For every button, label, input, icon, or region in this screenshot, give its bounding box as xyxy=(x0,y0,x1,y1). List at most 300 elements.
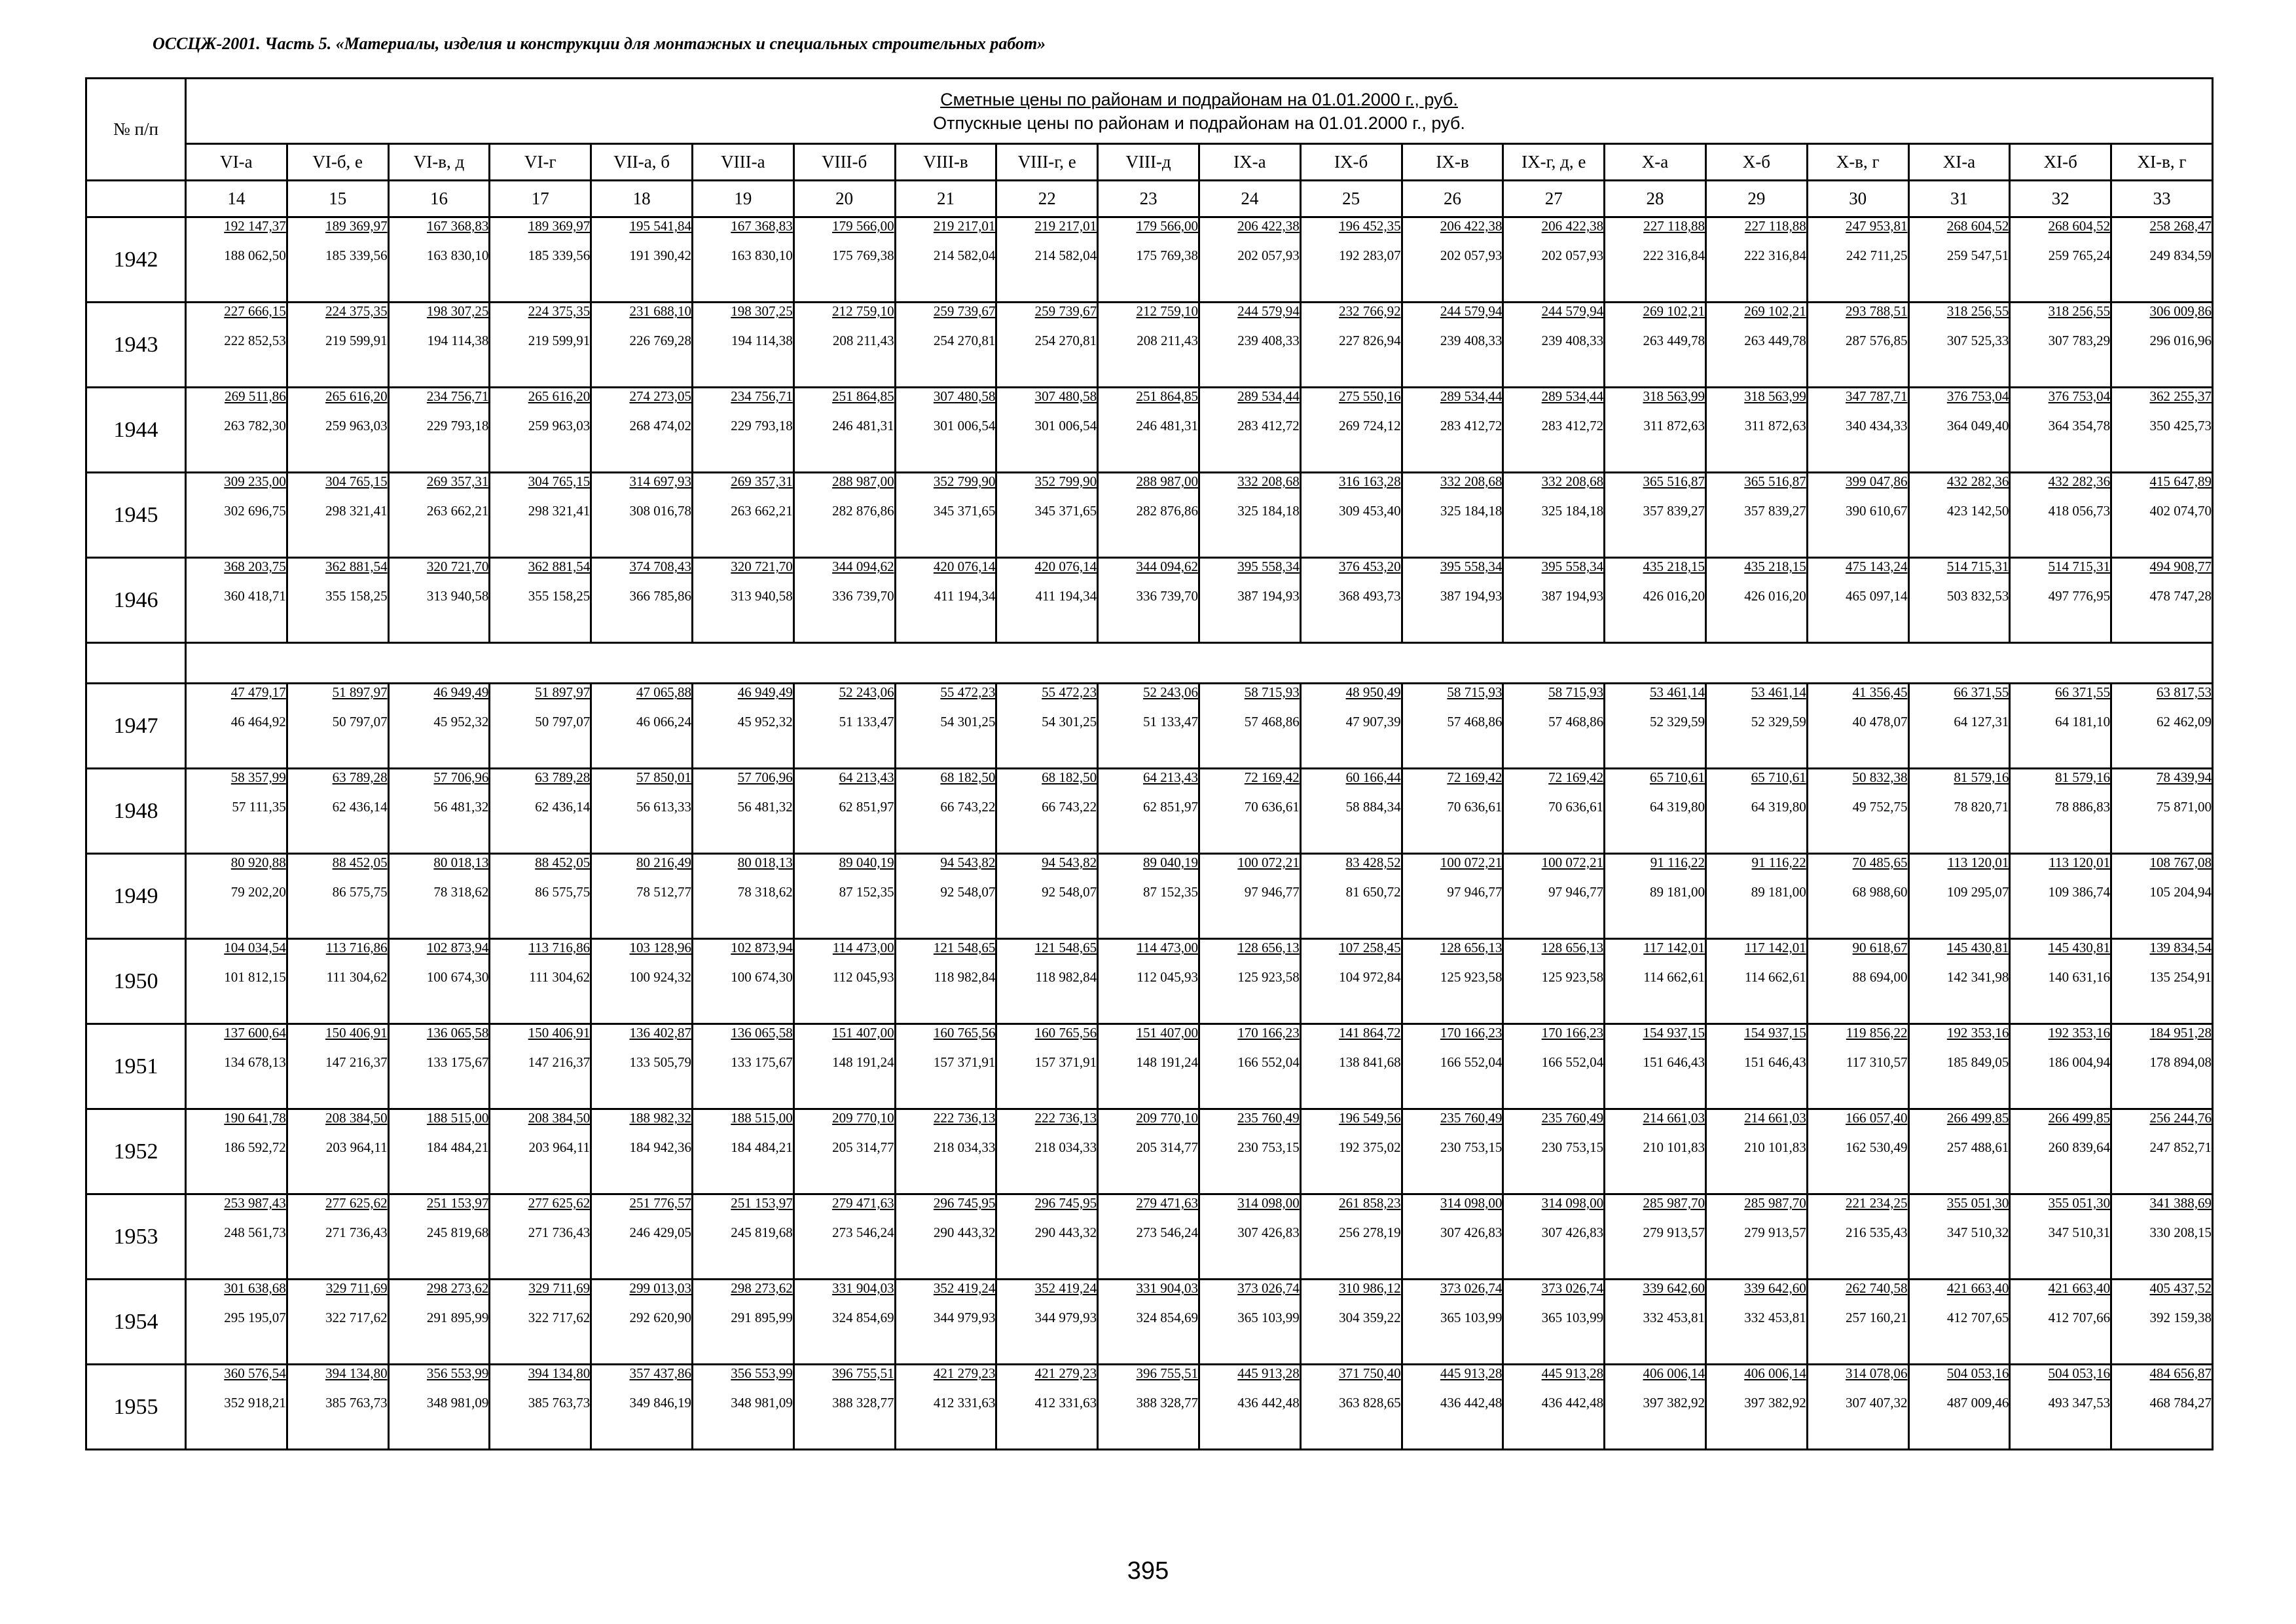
year-label: 1954 xyxy=(86,1280,186,1365)
estimate-price: 494 908,77 xyxy=(2149,559,2212,574)
price-cell xyxy=(1098,939,1199,1024)
release-price: 135 254,91 xyxy=(2149,969,2212,985)
estimate-price: 318 563,99 xyxy=(1744,388,1806,404)
estimate-price: 318 563,99 xyxy=(1643,388,1705,404)
release-price: 298 321,41 xyxy=(325,503,388,519)
price-cell xyxy=(1098,1109,1199,1194)
estimate-price: 196 549,56 xyxy=(1339,1110,1401,1126)
estimate-price: 170 166,23 xyxy=(1541,1025,1604,1041)
estimate-price: 339 642,60 xyxy=(1643,1280,1705,1296)
price-cell xyxy=(1908,1024,2010,1109)
price-cell xyxy=(1908,1365,2010,1450)
price-cell xyxy=(591,1280,693,1365)
release-price: 134 678,13 xyxy=(224,1054,286,1070)
price-cell xyxy=(1908,769,2010,854)
release-price: 62 851,97 xyxy=(839,799,894,815)
price-cell xyxy=(692,1280,793,1365)
release-price: 56 481,32 xyxy=(737,799,793,815)
price-cell xyxy=(1807,473,1908,558)
price-cell xyxy=(1199,854,1300,939)
estimate-price: 234 756,71 xyxy=(731,388,793,404)
estimate-price: 209 770,10 xyxy=(832,1110,894,1126)
estimate-price: 251 864,85 xyxy=(1136,388,1198,404)
year-label: 1950 xyxy=(86,939,186,1024)
estimate-price: 137 600,64 xyxy=(224,1025,286,1041)
estimate-price: 373 026,74 xyxy=(1440,1280,1503,1296)
estimate-price: 268 604,52 xyxy=(2048,218,2111,234)
release-price: 57 468,86 xyxy=(1548,714,1604,729)
estimate-price: 376 753,04 xyxy=(2048,388,2111,404)
price-cell xyxy=(1908,473,2010,558)
estimate-price: 352 799,90 xyxy=(933,473,996,489)
price-cell xyxy=(1402,1109,1503,1194)
year-label: 1944 xyxy=(86,388,186,473)
release-price: 291 895,99 xyxy=(426,1310,489,1325)
estimate-price: 196 452,35 xyxy=(1339,218,1401,234)
price-cell xyxy=(895,769,996,854)
price-cell xyxy=(388,217,490,303)
price-cell xyxy=(2010,684,2111,769)
region-header: XI-а xyxy=(1908,144,2010,181)
price-cell xyxy=(996,388,1098,473)
release-price: 230 753,15 xyxy=(1440,1139,1503,1155)
estimate-price: 484 656,87 xyxy=(2149,1365,2212,1381)
price-cell xyxy=(1908,558,2010,643)
column-number: 17 xyxy=(490,181,591,217)
release-price: 366 785,86 xyxy=(629,588,691,604)
release-price: 203 964,11 xyxy=(325,1139,388,1155)
estimate-price: 63 789,28 xyxy=(535,769,591,785)
estimate-price: 192 353,16 xyxy=(1946,1025,2009,1041)
estimate-price: 251 153,97 xyxy=(426,1195,489,1211)
release-price: 47 907,39 xyxy=(1345,714,1401,729)
estimate-price: 58 715,93 xyxy=(1447,684,1503,700)
release-price: 259 765,24 xyxy=(2048,248,2111,263)
release-price: 50 797,07 xyxy=(535,714,591,729)
release-price: 350 425,73 xyxy=(2149,418,2212,434)
estimate-price: 395 558,34 xyxy=(1237,559,1300,574)
estimate-price: 224 375,35 xyxy=(325,303,388,319)
estimate-price: 356 553,99 xyxy=(426,1365,489,1381)
estimate-price: 136 402,87 xyxy=(629,1025,691,1041)
price-cell xyxy=(1705,1194,1807,1280)
release-price: 125 923,58 xyxy=(1440,969,1503,985)
estimate-price: 65 710,61 xyxy=(1751,769,1806,785)
price-cell xyxy=(1807,217,1908,303)
release-price: 295 195,07 xyxy=(224,1310,286,1325)
release-price: 57 111,35 xyxy=(232,799,286,815)
release-price: 157 371,91 xyxy=(1034,1054,1097,1070)
price-cell xyxy=(895,558,996,643)
release-price: 322 717,62 xyxy=(325,1310,388,1325)
page-number: 395 xyxy=(1127,1557,1169,1585)
estimate-price: 285 987,70 xyxy=(1643,1195,1705,1211)
price-cell xyxy=(1199,684,1300,769)
estimate-price: 289 534,44 xyxy=(1237,388,1300,404)
price-cell xyxy=(1503,473,1605,558)
release-price: 40 478,07 xyxy=(1852,714,1908,729)
price-cell xyxy=(692,854,793,939)
price-cell xyxy=(2010,1365,2111,1450)
price-cell xyxy=(692,1024,793,1109)
release-price: 229 793,18 xyxy=(426,418,489,434)
price-cell xyxy=(186,473,287,558)
estimate-price: 329 711,69 xyxy=(528,1280,591,1296)
price-cell xyxy=(2111,558,2213,643)
release-price: 311 872,63 xyxy=(1643,418,1705,434)
region-header: X-а xyxy=(1605,144,1706,181)
release-price: 497 776,95 xyxy=(2048,588,2111,604)
estimate-price: 119 856,22 xyxy=(1846,1025,1908,1041)
release-price: 118 982,84 xyxy=(1035,969,1097,985)
release-price: 397 382,92 xyxy=(1643,1395,1705,1411)
estimate-price: 277 625,62 xyxy=(528,1195,591,1211)
row-number-header: № п/п xyxy=(86,79,186,181)
estimate-price: 104 034,54 xyxy=(224,940,286,955)
estimate-price: 94 543,82 xyxy=(1042,855,1097,870)
release-price: 163 830,10 xyxy=(731,248,793,263)
price-cell xyxy=(1807,303,1908,388)
estimate-price: 374 708,43 xyxy=(629,559,691,574)
release-price: 97 946,77 xyxy=(1548,884,1604,900)
estimate-price: 301 638,68 xyxy=(224,1280,286,1296)
release-price: 257 488,61 xyxy=(1946,1139,2009,1155)
price-cell xyxy=(1199,769,1300,854)
release-price: 487 009,46 xyxy=(1946,1395,2009,1411)
estimate-price: 314 078,06 xyxy=(1846,1365,1908,1381)
release-price: 184 942,36 xyxy=(629,1139,691,1155)
release-price: 245 819,68 xyxy=(426,1225,489,1240)
release-price: 226 769,28 xyxy=(629,333,691,348)
estimate-price: 88 452,05 xyxy=(535,855,591,870)
release-price: 279 913,57 xyxy=(1643,1225,1705,1240)
release-price: 239 408,33 xyxy=(1541,333,1604,348)
release-price: 307 525,33 xyxy=(1946,333,2009,348)
year-row xyxy=(86,1194,2213,1280)
release-price: 188 062,50 xyxy=(224,248,286,263)
release-price: 263 449,78 xyxy=(1643,333,1705,348)
column-number: 26 xyxy=(1402,181,1503,217)
estimate-price: 53 461,14 xyxy=(1649,684,1705,700)
price-cell xyxy=(793,1109,895,1194)
region-header: XI-в, г xyxy=(2111,144,2213,181)
estimate-price: 504 053,16 xyxy=(2048,1365,2111,1381)
release-price: 70 636,61 xyxy=(1447,799,1503,815)
estimate-price: 368 203,75 xyxy=(224,559,286,574)
price-cell xyxy=(692,388,793,473)
release-price: 54 301,25 xyxy=(940,714,996,729)
price-cell xyxy=(1705,1024,1807,1109)
price-cell xyxy=(1503,1109,1605,1194)
release-price: 109 295,07 xyxy=(1946,884,2009,900)
release-price: 192 283,07 xyxy=(1339,248,1401,263)
estimate-price: 314 098,00 xyxy=(1541,1195,1604,1211)
release-price: 216 535,43 xyxy=(1846,1225,1908,1240)
price-cell xyxy=(1503,1280,1605,1365)
price-cell xyxy=(591,1365,693,1450)
price-cell xyxy=(1705,1280,1807,1365)
release-price: 325 184,18 xyxy=(1440,503,1503,519)
release-price: 104 972,84 xyxy=(1339,969,1401,985)
price-cell xyxy=(692,684,793,769)
price-cell xyxy=(1503,558,1605,643)
column-number: 33 xyxy=(2111,181,2213,217)
release-price: 105 204,94 xyxy=(2149,884,2212,900)
estimate-price: 188 515,00 xyxy=(731,1110,793,1126)
estimate-price: 212 759,10 xyxy=(832,303,894,319)
price-cell xyxy=(1908,1109,2010,1194)
price-cell xyxy=(1605,388,1706,473)
estimate-price: 58 357,99 xyxy=(230,769,286,785)
release-price: 268 474,02 xyxy=(629,418,691,434)
column-number: 32 xyxy=(2010,181,2111,217)
price-cell xyxy=(895,1194,996,1280)
price-cell xyxy=(287,303,388,388)
release-price: 283 412,72 xyxy=(1541,418,1604,434)
release-price: 259 963,03 xyxy=(528,418,591,434)
price-cell xyxy=(490,769,591,854)
estimate-price: 394 134,80 xyxy=(325,1365,388,1381)
price-cell xyxy=(996,1109,1098,1194)
estimate-price: 332 208,68 xyxy=(1237,473,1300,489)
price-cell xyxy=(1300,388,1402,473)
column-number: 28 xyxy=(1605,181,1706,217)
price-cell xyxy=(1199,939,1300,1024)
release-price: 140 631,16 xyxy=(2048,969,2111,985)
estimate-price: 206 422,38 xyxy=(1237,218,1300,234)
estimate-price: 145 430,81 xyxy=(1946,940,2009,955)
price-cell xyxy=(1402,303,1503,388)
region-header: IX-б xyxy=(1300,144,1402,181)
price-cell xyxy=(388,1024,490,1109)
release-price: 291 895,99 xyxy=(731,1310,793,1325)
release-price: 185 849,05 xyxy=(1946,1054,2009,1070)
estimate-price: 504 053,16 xyxy=(1946,1365,2009,1381)
price-cell xyxy=(1402,684,1503,769)
estimate-price: 445 913,28 xyxy=(1541,1365,1604,1381)
price-cell xyxy=(2010,217,2111,303)
estimate-price: 208 384,50 xyxy=(528,1110,591,1126)
estimate-price: 198 307,25 xyxy=(426,303,489,319)
region-header: VIII-а xyxy=(692,144,793,181)
release-price: 304 359,22 xyxy=(1339,1310,1401,1325)
estimate-price: 128 656,13 xyxy=(1541,940,1604,955)
price-cell xyxy=(1098,854,1199,939)
price-cell xyxy=(287,1024,388,1109)
release-price: 112 045,93 xyxy=(1137,969,1198,985)
price-cell xyxy=(287,473,388,558)
column-number: 14 xyxy=(186,181,287,217)
release-price: 222 316,84 xyxy=(1744,248,1806,263)
price-cell xyxy=(692,939,793,1024)
estimate-price: 269 102,21 xyxy=(1643,303,1705,319)
release-price: 263 662,21 xyxy=(426,503,489,519)
table-header-row xyxy=(86,79,2213,144)
release-price: 365 103,99 xyxy=(1237,1310,1300,1325)
estimate-price: 88 452,05 xyxy=(332,855,388,870)
release-price: 392 159,38 xyxy=(2149,1310,2212,1325)
price-cell xyxy=(793,217,895,303)
release-price: 387 194,93 xyxy=(1541,588,1604,604)
price-cell xyxy=(2111,1194,2213,1280)
estimate-price: 89 040,19 xyxy=(1142,855,1198,870)
region-header: VI-а xyxy=(186,144,287,181)
price-cell xyxy=(1705,558,1807,643)
release-price: 307 783,29 xyxy=(2048,333,2111,348)
price-cell xyxy=(2010,473,2111,558)
estimate-price: 362 881,54 xyxy=(528,559,591,574)
price-cell xyxy=(1199,217,1300,303)
estimate-price: 91 116,22 xyxy=(1650,855,1705,870)
estimate-price: 269 357,31 xyxy=(731,473,793,489)
estimate-price: 296 745,95 xyxy=(933,1195,996,1211)
estimate-price: 251 864,85 xyxy=(832,388,894,404)
release-price: 185 339,56 xyxy=(528,248,591,263)
price-cell xyxy=(996,854,1098,939)
estimate-price: 151 407,00 xyxy=(832,1025,894,1041)
price-cell xyxy=(490,303,591,388)
price-cell xyxy=(1807,1280,1908,1365)
price-cell xyxy=(1098,558,1199,643)
price-cell xyxy=(591,1024,693,1109)
release-price: 365 103,99 xyxy=(1440,1310,1503,1325)
column-number: 30 xyxy=(1807,181,1908,217)
column-number: 22 xyxy=(996,181,1098,217)
estimate-price: 53 461,14 xyxy=(1751,684,1806,700)
release-price: 57 468,86 xyxy=(1244,714,1300,729)
release-price: 222 852,53 xyxy=(224,333,286,348)
price-cell xyxy=(2111,217,2213,303)
release-price: 336 739,70 xyxy=(1136,588,1198,604)
price-cell xyxy=(1098,1280,1199,1365)
estimate-price: 285 987,70 xyxy=(1744,1195,1806,1211)
price-cell xyxy=(1402,473,1503,558)
estimate-price: 269 357,31 xyxy=(426,473,489,489)
price-cell xyxy=(490,1194,591,1280)
price-table xyxy=(85,77,2214,1450)
release-price: 259 547,51 xyxy=(1946,248,2009,263)
release-price: 263 782,30 xyxy=(224,418,286,434)
estimate-price: 41 356,45 xyxy=(1852,684,1908,700)
release-price: 387 194,93 xyxy=(1237,588,1300,604)
release-price: 347 510,32 xyxy=(1946,1225,2009,1240)
year-row xyxy=(86,769,2213,854)
release-price: 307 407,32 xyxy=(1846,1395,1908,1411)
release-price: 301 006,54 xyxy=(933,418,996,434)
estimate-price: 64 213,43 xyxy=(1142,769,1198,785)
price-cell xyxy=(287,684,388,769)
release-price: 301 006,54 xyxy=(1034,418,1097,434)
estimate-price: 167 368,83 xyxy=(426,218,489,234)
price-cell xyxy=(692,217,793,303)
price-cell xyxy=(186,769,287,854)
price-cell xyxy=(793,473,895,558)
region-header: VIII-б xyxy=(793,144,895,181)
region-header: VI-г xyxy=(490,144,591,181)
release-price: 78 512,77 xyxy=(636,884,691,900)
estimate-price: 47 065,88 xyxy=(636,684,691,700)
estimate-price: 352 419,24 xyxy=(1034,1280,1097,1296)
estimate-price: 421 663,40 xyxy=(1946,1280,2009,1296)
estimate-price: 57 706,96 xyxy=(433,769,489,785)
estimate-price: 277 625,62 xyxy=(325,1195,388,1211)
estimate-price: 244 579,94 xyxy=(1440,303,1503,319)
price-cell xyxy=(287,854,388,939)
year-row xyxy=(86,684,2213,769)
estimate-price: 275 550,16 xyxy=(1339,388,1401,404)
price-cell xyxy=(1807,558,1908,643)
estimate-price: 310 986,12 xyxy=(1339,1280,1401,1296)
release-price: 229 793,18 xyxy=(731,418,793,434)
price-cell xyxy=(1503,939,1605,1024)
price-cell xyxy=(2111,303,2213,388)
release-price: 125 923,58 xyxy=(1541,969,1604,985)
release-price: 210 101,83 xyxy=(1744,1139,1806,1155)
release-price: 100 674,30 xyxy=(731,969,793,985)
estimate-price: 188 982,32 xyxy=(629,1110,691,1126)
estimate-price: 102 873,94 xyxy=(426,940,489,955)
release-price: 324 854,69 xyxy=(1136,1310,1198,1325)
release-price: 493 347,53 xyxy=(2048,1395,2111,1411)
estimate-price: 117 142,01 xyxy=(1643,940,1705,955)
release-price: 468 784,27 xyxy=(2149,1395,2212,1411)
release-price: 151 646,43 xyxy=(1643,1054,1705,1070)
release-price: 363 828,65 xyxy=(1339,1395,1401,1411)
release-price: 62 851,97 xyxy=(1142,799,1198,815)
price-cell xyxy=(1605,1280,1706,1365)
release-price: 307 426,83 xyxy=(1237,1225,1300,1240)
estimate-price: 268 604,52 xyxy=(1946,218,2009,234)
estimate-price: 64 213,43 xyxy=(839,769,894,785)
release-price: 503 832,53 xyxy=(1946,588,2009,604)
price-cell xyxy=(1300,303,1402,388)
estimate-price: 195 541,84 xyxy=(629,218,691,234)
release-price: 163 830,10 xyxy=(426,248,489,263)
price-cell xyxy=(1300,1194,1402,1280)
price-cell xyxy=(2010,1194,2111,1280)
price-group-header xyxy=(186,79,2213,144)
column-number-row xyxy=(86,181,2213,217)
release-price: 325 184,18 xyxy=(1237,503,1300,519)
estimate-price: 362 881,54 xyxy=(325,559,388,574)
estimate-price: 114 473,00 xyxy=(832,940,894,955)
price-cell xyxy=(692,769,793,854)
estimate-price: 189 369,97 xyxy=(528,218,591,234)
release-price: 114 662,61 xyxy=(1745,969,1806,985)
price-cell xyxy=(1908,217,2010,303)
estimate-price: 352 799,90 xyxy=(1034,473,1097,489)
release-price: 219 599,91 xyxy=(528,333,591,348)
price-cell xyxy=(388,558,490,643)
price-cell xyxy=(490,217,591,303)
estimate-price: 209 770,10 xyxy=(1136,1110,1198,1126)
estimate-price: 102 873,94 xyxy=(731,940,793,955)
price-cell xyxy=(2010,854,2111,939)
release-price: 151 646,43 xyxy=(1744,1054,1806,1070)
price-cell xyxy=(1300,558,1402,643)
year-label: 1953 xyxy=(86,1194,186,1280)
estimate-price: 365 516,87 xyxy=(1744,473,1806,489)
column-number: 15 xyxy=(287,181,388,217)
price-cell xyxy=(1807,388,1908,473)
release-price: 202 057,93 xyxy=(1440,248,1503,263)
price-cell xyxy=(2111,854,2213,939)
estimate-price: 288 987,00 xyxy=(832,473,894,489)
estimate-price: 100 072,21 xyxy=(1237,855,1300,870)
release-price: 330 208,15 xyxy=(2149,1225,2212,1240)
price-cell xyxy=(1199,388,1300,473)
estimate-price: 63 817,53 xyxy=(2157,684,2212,700)
